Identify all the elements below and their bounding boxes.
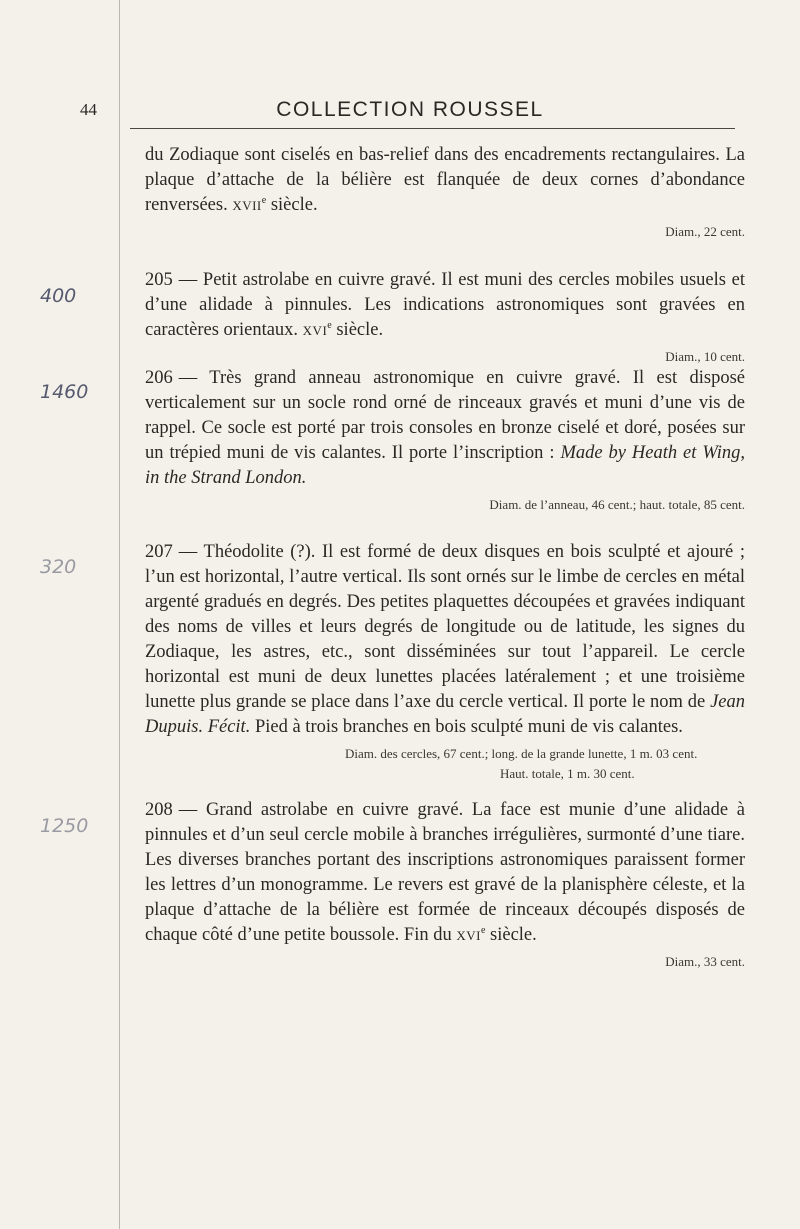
dimensions: Diam., 33 cent. [665,954,745,969]
page-number: 44 [80,100,97,119]
dimensions: Diam., 10 cent. [665,349,745,364]
entry-number: 206 [145,368,173,388]
dimensions: Diam. de l’anneau, 46 cent.; haut. totale, 85 cent. [489,497,745,512]
catalog-entry-208 [145,798,745,972]
margin-price: 1460 [40,381,89,403]
margin-price: 320 [40,556,77,578]
entry-text: 205 — Petit astrolabe en cuivre gravé. Il est muni des cercles mobiles usuels et d’une alidade à pinnules. Les indications astronomiques sont gravées en caractères orientaux. xvi$^e$ siècle. [145,270,745,340]
entry-number: 205 [145,270,173,290]
margin-price: 400 [40,285,77,307]
entry-text: 206 — Très grand anneau astronomique en cuivre gravé. Il est disposé verticalement sur un socle rond orné de rinceaux gravés et muni d’une vis de rappel. Ce socle est porté par trois consoles en bronze ciselé et doré, posées sur un trépied muni de vis calantes. Il porte l’inscription : Made by Heath et Wing, in the Strand London. [145,368,745,488]
running-title: COLLECTION ROUSSEL [276,98,544,121]
catalog-entry-205 [145,268,745,367]
intro-entry [145,143,745,242]
entry-text: 207 — Théodolite (?). Il est formé de deux disques en bois sculpté et ajouré ; l’un est horizontal, l’autre vertical. Ils sont ornés sur le limbe de cercles en métal argenté gradués en degrés. Des petites plaquettes découpées et gravées indiquant des noms de villes et leurs degrés de longitude ou de latitude, les signes du Zodiaque, les astres, etc., sont disséminées sur tout l’appareil. Le cercle horizontal est muni de deux lunettes placées latéralement ; et une troisième lunette plus grande se place dans l’axe du cercle vertical. Il porte le nom de Jean Dupuis. Fécit. Pied à trois branches en bois sculpté muni de vis calantes. [145,542,745,737]
entry-text: du Zodiaque sont ciselés en bas-relief dans des encadrements rectangulaires. La plaque d’attache de la bélière est flanquée de deux cornes d’abondance renversées. xvii$^e$ siècle. [145,145,745,215]
dimensions: Diam., 22 cent. [665,224,745,239]
entry-number: 208 [145,800,173,820]
catalog-entry-206 [145,366,745,515]
entry-number: 207 [145,542,173,562]
margin-line [119,0,120,1229]
margin-price: 1250 [40,815,89,837]
header-rule [130,128,735,129]
entry-text: 208 — Grand astrolabe en cuivre gravé. La face est munie d’une alidade à pinnules et d’un seul cercle mobile à branches irrégulières, surmonté d’une tiare. Les diverses branches portant des inscriptions astronomiques paraissent former les lettres d’un monogramme. Le revers est gravé de la planisphère céleste, et la plaque d’attache de la bélière est formée de rinceaux découpés disposés de chaque côté d’une petite boussole. Fin du xvi$^e$ siècle. [145,800,745,945]
dimensions-height: Haut. totale, 1 m. 30 cent. [500,766,635,781]
dimensions: Diam. des cercles, 67 cent.; long. de la grande lunette, 1 m. 03 cent. [345,746,698,761]
catalog-entry-207 [145,540,745,784]
page-header [80,98,740,126]
